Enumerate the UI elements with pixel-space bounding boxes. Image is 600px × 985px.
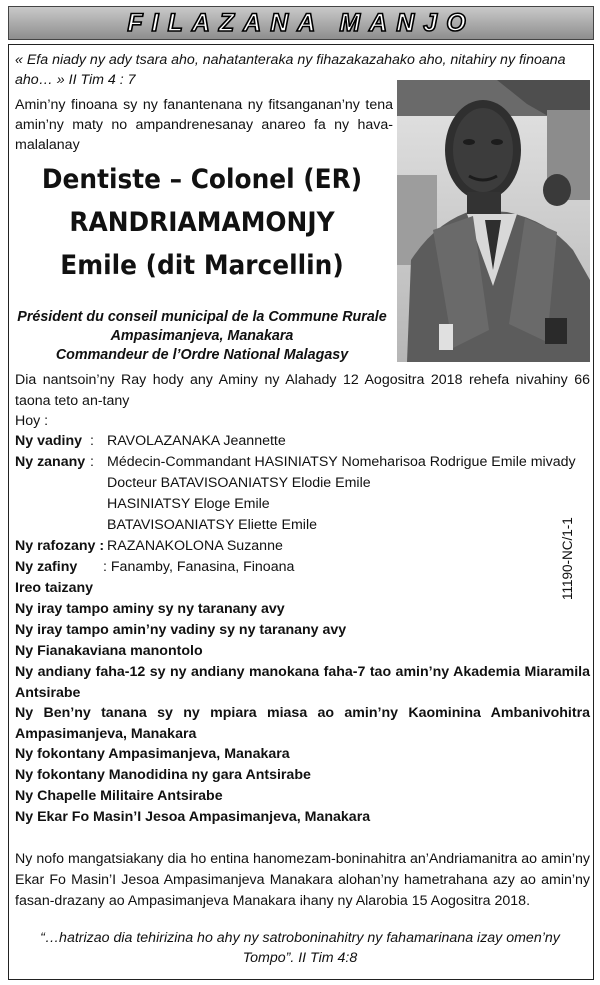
- child-1: Médecin-Commandant HASINIATSY Nomeharisoa Rodrigue Emile mivady: [107, 454, 576, 470]
- notice-header: [8, 6, 594, 40]
- intro-text: Amin’ny finoana sy ny fanantenana ny fitsanganan’ny tena amin’ny maty no ampandrenesanay anareo fa ny hava-malalanay: [15, 97, 393, 153]
- child-2: Docteur BATAVISOANIATSY Elodie Emile: [107, 475, 371, 491]
- death-announcement: Dia nantsoin’ny Ray hody any Aminy ny Alahady 12 Aogositra 2018 rehefa nivahiny 66 taona teto an-tany: [15, 372, 590, 409]
- other-family-7: Ny fokontany Ampasimanjeva, Manakara: [15, 746, 290, 762]
- other-family-9: Ny Chapelle Militaire Antsirabe: [15, 788, 223, 804]
- name-line-3: Emile (dit Marcellin): [60, 250, 344, 281]
- name-line-1: Dentiste – Colonel (ER): [41, 164, 363, 195]
- role-line-3: Commandeur de l’Ordre National Malagasy: [55, 347, 349, 363]
- role-line-1: Président du conseil municipal de la Commune Rurale: [17, 309, 387, 325]
- spouse-separator: :: [90, 433, 94, 449]
- role-line-2: Ampasimanjeva, Manakara: [110, 328, 294, 344]
- portrait-photo: [397, 80, 590, 362]
- child-4: BATAVISOANIATSY Eliette Emile: [107, 517, 317, 533]
- child-3: HASINIATSY Eloge Emile: [107, 496, 270, 512]
- opening-quote: « Efa niady ny ady tsara aho, nahatanteraka ny fihazakazahako aho, nitahiry ny finoana aho… » II Tim 4 : 7: [15, 52, 566, 88]
- hoy-label: Hoy :: [15, 413, 49, 429]
- in-law-label: Ny rafozany :: [15, 538, 105, 554]
- grandchildren-names: : Fanamby, Fanasina, Finoana: [103, 559, 295, 575]
- children-separator: :: [90, 454, 94, 470]
- spouse-name: RAVOLAZANAKA Jeannette: [107, 433, 286, 449]
- reference-number: 11190-NC/1-1: [560, 517, 575, 600]
- children-label: Ny zanany: [15, 454, 86, 470]
- notice-title: FILAZANA MANJO: [127, 8, 475, 37]
- closing-quote: “…hatrizao dia tehirizina ho ahy ny satroboninahitry ny fahamarinana izay omen’ny Tompo”. II Tim 4:8: [40, 930, 560, 966]
- in-law-name: RAZANAKOLONA Suzanne: [107, 538, 283, 554]
- other-family-2: Ny iray tampo aminy sy ny taranany avy: [15, 601, 285, 617]
- name-line-2: RANDRIAMAMONJY: [69, 207, 335, 238]
- grandchildren-label: Ny zafiny: [15, 559, 78, 575]
- other-family-8: Ny fokontany Manodidina ny gara Antsirabe: [15, 767, 311, 783]
- other-family-5: Ny andiany faha-12 sy ny andiany manokana faha-7 tao amin’ny Akademia Miaramila Antsirabe: [15, 664, 590, 701]
- other-family-6: Ny Ben’ny tanana sy ny mpiara miasa ao amin’ny Kaominina Ambanivohitra Ampasimanjeva, Manakara: [15, 705, 590, 742]
- spouse-label: Ny vadiny: [15, 433, 83, 449]
- other-family-4: Ny Fianakaviana manontolo: [15, 643, 203, 659]
- other-family-3: Ny iray tampo amin’ny vadiny sy ny taranany avy: [15, 622, 347, 638]
- portrait-photo-icon: [397, 80, 590, 362]
- other-family-1: Ireo taizany: [15, 580, 94, 596]
- burial-announcement: Ny nofo mangatsiakany dia ho entina hanomezam-boninahitra an’Andriamanitra ao amin’ny Ekar Fo Masin’I Jesoa Ampasimanjeva Manakara alohan’ny hametrahana azy ao amin’ny fasan-drazany ao Ampasimanjeva Manakara ihany ny Alarobia 15 Aogositra 2018.: [15, 851, 590, 909]
- other-family-10: Ny Ekar Fo Masin’I Jesoa Ampasimanjeva, Manakara: [15, 809, 371, 825]
